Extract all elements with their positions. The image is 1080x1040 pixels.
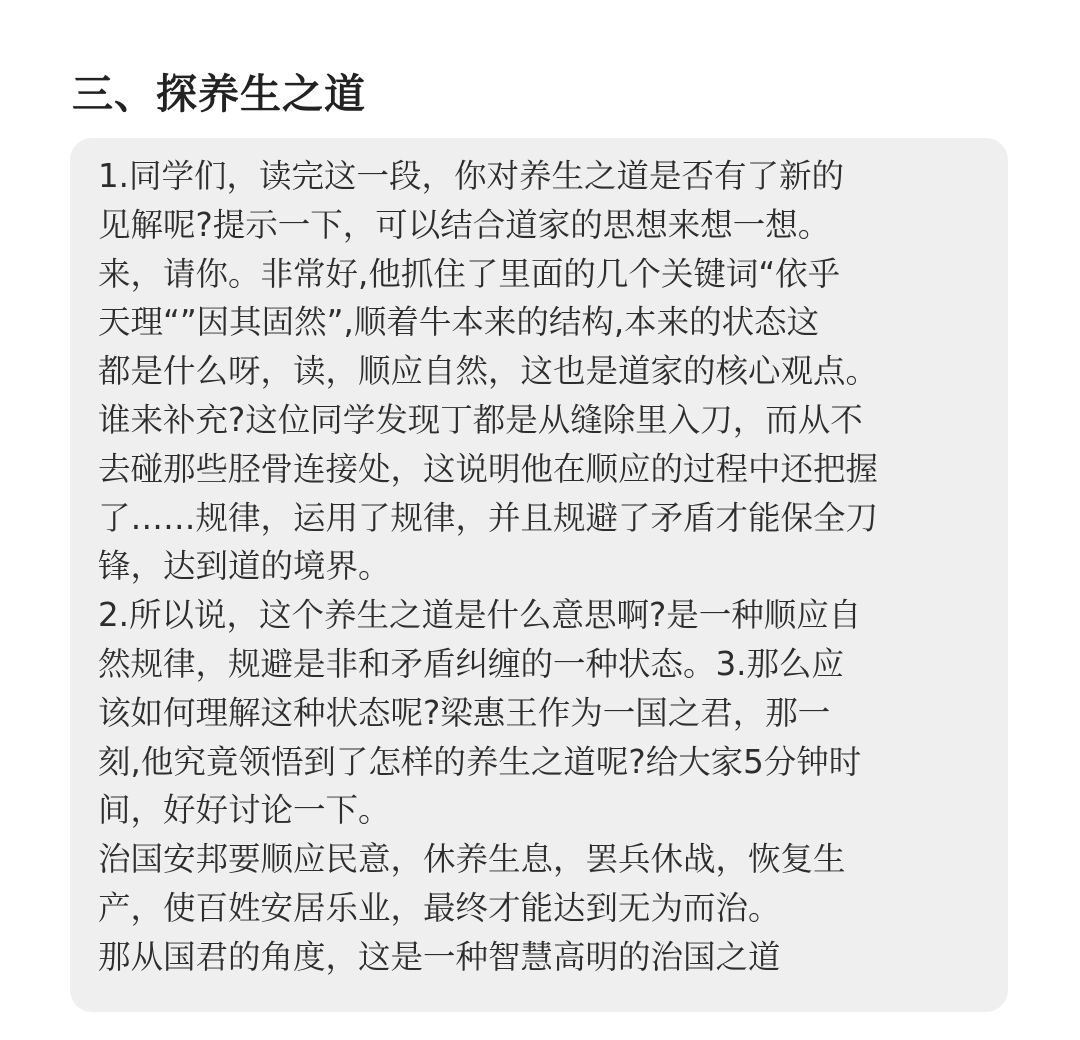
note-line: 见解呢?提示一下，可以结合道家的思想来想一想。 (98, 205, 831, 244)
note-line: 天理“”因其固然”,顺着牛本来的结构,本来的状态这 (98, 303, 820, 342)
note-line: 2.所以说，这个养生之道是什么意思啊?是一种顺应自 (98, 596, 862, 635)
note-line: 产，使百姓安居乐业，最终才能达到无为而治。 (98, 888, 781, 927)
note-line: 谁来补充?这位同学发现丁都是从缝除里入刀，而从不 (98, 400, 863, 439)
note-line: 了……规律，运用了规律，并且规避了矛盾才能保全刀 (98, 498, 879, 537)
note-line: 间，好好讨论一下。 (98, 791, 391, 830)
note-line: 去碰那些胫骨连接处，这说明他在顺应的过程中还把握 (98, 449, 879, 488)
note-line: 那从国君的角度，这是一种智慧高明的治国之道 (98, 937, 781, 976)
note-line: 锋，达到道的境界。 (98, 547, 391, 586)
note-line: 都是什么呀，读，顺应自然，这也是道家的核心观点。 (98, 352, 879, 391)
note-line: 来，请你。非常好,他抓住了里面的几个关键词“依乎 (98, 254, 841, 293)
note-line: 治国安邦要顺应民意，休养生息，罢兵休战，恢复生 (98, 840, 846, 879)
note-line: 该如何理解这种状态呢?梁惠王作为一国之君，那一 (98, 693, 831, 732)
note-line: 然规律，规避是非和矛盾纠缠的一种状态。3.那么应 (98, 644, 845, 683)
note-line: 1.同学们，读完这一段，你对养生之道是否有了新的 (98, 157, 845, 195)
note-line: 刻,他究竟领悟到了怎样的养生之道呢?给大家5分钟时 (98, 742, 862, 781)
section-heading: 三、探养生之道 (72, 70, 366, 118)
note-card (70, 138, 1008, 1012)
